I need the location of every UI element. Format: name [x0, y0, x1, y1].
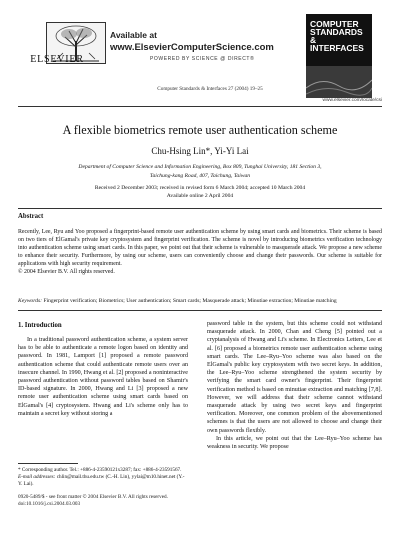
available-at-label: Available at — [110, 30, 157, 40]
journal-cover-title: COMPUTER STANDARDS & INTERFACES — [310, 19, 364, 53]
journal-citation: Computer Standards & Interfaces 27 (2004) 19–25 — [157, 86, 263, 92]
left-paragraph-1: In a traditional password authentication scheme, a system server has to be able to authenticate a remote logon based on identity and password. In 1981, Lamport [1] proposed a remote password authentication scheme that could authenticate remote users over an insecure channel. In 1990, Hwang et al. [2] proposed a noninteractive password authentication without password tables based on Shamir's ID-based signature. In 2000, Hwang and Li [3] proposed a new remote user authentication scheme using smart cards based on ElGamal's [4] cryptosystem. Hwang and Li's scheme only has to maintain a secret key without storing a — [18, 337, 188, 417]
journal-cover-image — [306, 14, 372, 98]
abstract-heading: Abstract — [18, 213, 44, 220]
publication-info — [18, 494, 318, 508]
article-title: A flexible biometrics remote user authentication scheme — [62, 123, 338, 137]
received-dates: Received 2 December 2003; received in revised form 6 March 2004; accepted 10 March 2004 — [94, 185, 306, 191]
journal-url-link[interactable]: www.elsevier.com/locate/csi — [322, 98, 382, 103]
keywords-text: Fingerprint verification; Biometrics; User authentication; Smart cards; Masquerade attack; Minutiae extraction; Minutiae matching — [43, 298, 337, 304]
email-addresses — [18, 474, 188, 488]
affiliation-line-1: Department of Computer Science and Information Engineering, Box 809, Tunghai University, 181 Section 3, — [78, 164, 322, 170]
article-dates — [40, 184, 360, 200]
available-online-date: Available online 2 April 2004 — [166, 193, 234, 199]
section-heading-introduction: 1. Introduction — [18, 322, 62, 329]
author-affiliation — [40, 163, 360, 180]
keywords-label: Keywords: — [18, 298, 43, 304]
powered-by-label: POWERED BY SCIENCE @ DIRECT® — [150, 56, 255, 62]
email-values: chlin@mail.thu.edu.tw (C.-H. Lin), yylai@m10.hinet.net (Y.-Y. Lai). — [18, 474, 185, 487]
affiliation-line-2: Taichung-kang Road, 407, Taichung, Taiwan — [149, 172, 251, 179]
abstract-bottom-divider — [18, 310, 382, 311]
doi-line[interactable]: doi:10.1016/j.csi.2004.03.003 — [18, 501, 81, 507]
journal-cover-band — [306, 66, 372, 98]
right-paragraph-2: In this article, we point out that the Lee–Ryu–Yoo scheme has weakness in security. We propose — [207, 435, 382, 451]
abstract-copyright: © 2004 Elsevier B.V. All rights reserved. — [18, 269, 115, 276]
header-divider — [18, 106, 382, 107]
article-authors: Chu-Hsing Lin*, Yi-Yi Lai — [151, 146, 249, 156]
site-url-link[interactable]: www.ElsevierComputerScience.com — [110, 42, 274, 53]
issn-line: 0920-5489/$ - see front matter © 2004 Elsevier B.V. All rights reserved. — [18, 494, 168, 500]
left-column — [18, 336, 188, 418]
abstract-top-divider — [18, 208, 382, 209]
right-column — [207, 320, 382, 451]
elsevier-logo — [18, 10, 94, 68]
email-label: E-mail addresses: — [18, 474, 56, 480]
keywords-line — [18, 298, 382, 304]
footnote-divider — [18, 463, 78, 464]
publisher-name: ELSEVIER — [30, 54, 84, 65]
abstract-text: Recently, Lee, Ryu and Yoo proposed a fingerprint-based remote user authentication scheme by using smart cards and biometrics. Their scheme is based on two tiers of ElGamal's private key cryptosystem and fingerprint verification. The scheme is novel by introducing biometrics verification technology into authentication scheme using smart cards. In this paper, we point out that their scheme is vulnerable to masquerade attack. We propose a new scheme to enhance their security. Furthermore, by using our scheme, users can conveniently choose and change their passwords. Our scheme is suitable for applications with high security requirement. — [18, 229, 382, 268]
corresponding-author-note: * Corresponding author. Tel.: +886-4-23590121x3287; fax: +886-4-23591567. — [18, 467, 182, 473]
abstract-body — [18, 228, 382, 277]
right-paragraph-1: password table in the system, but this scheme could not withstand masquerade attack. In 2000, Chan and Cheng [5] pointed out a cryptanalysis of Hwang and Li's scheme. In Electronics Letters, Lee et al. [6] proposed a biometrics remote user authentication scheme using smart cards. The Lee–Ryu–Yoo scheme was also based on the ElGamal's public key cryptosystem with two secret keys. In addition, the Lee–Ryu–Yoo scheme strengthened the system security by verifying the smart card owner's fingerprint. Their fingerprint verification method is based on minutiae extraction and matching [7,8]. However, we will address that their scheme cannot withstand masquerade attack by using two secret keys and fingerprint verification. Moreover, one common problem of the abovementioned schemes is that the users are not allowed to choose and change their own passwords flexibly. — [207, 321, 382, 434]
footnote — [18, 467, 188, 488]
